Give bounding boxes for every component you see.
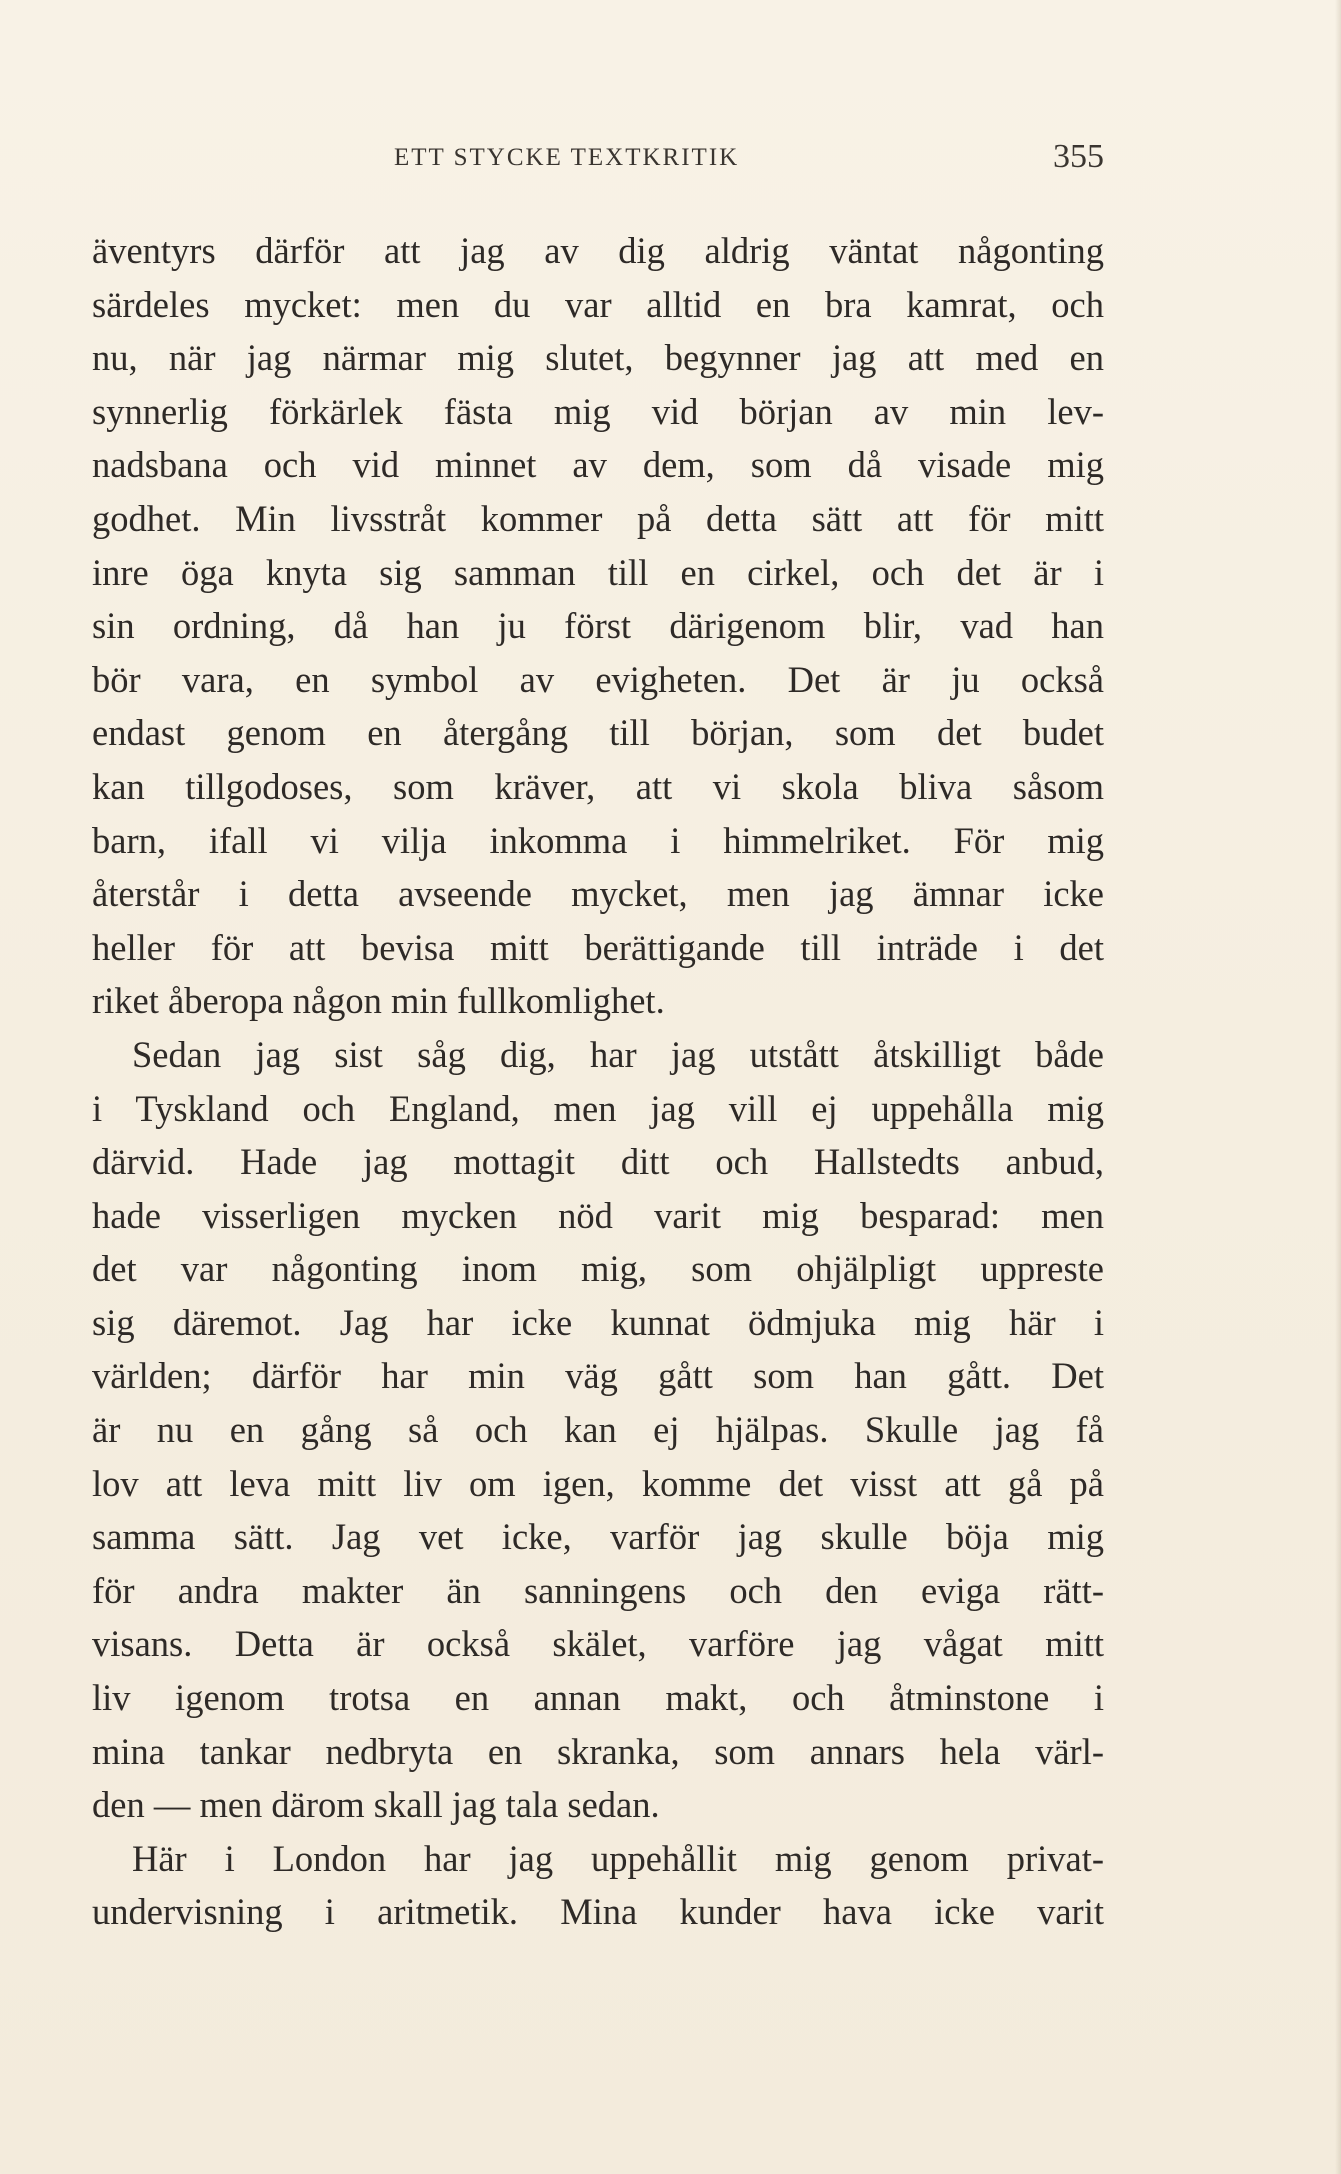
page-edge-shadow [1335,0,1341,2174]
text-line: därvid. Hade jag mottagit ditt och Hallstedts anbud, [92,1141,1104,1183]
text-line: lov att leva mitt liv om igen, komme det visst att gå på [92,1462,1104,1504]
text-line: äventyrs därför att jag av dig aldrig väntat någonting [92,230,1104,271]
text-line: sig däremot. Jag har icke kunnat ödmjuka mig här i [92,1301,1104,1343]
text-line: nadsbana och vid minnet av dem, som då visade mig [92,444,1104,486]
text-line-paragraph-start: Sedan jag sist såg dig, har jag utstått åtskilligt både [132,1033,1104,1075]
text-line-paragraph-end: den — men därom skall jag tala sedan. [92,1784,660,1826]
body-text [92,224,1104,1939]
text-line: sin ordning, då han ju först därigenom blir, vad han [92,605,1104,647]
page-number: 355 [1053,138,1104,175]
text-line: heller för att bevisa mitt berättigande till inträde i det [92,926,1104,968]
text-line: är nu en gång så och kan ej hjälpas. Skulle jag få [92,1409,1104,1451]
text-line: godhet. Min livsstråt kommer på detta sätt att för mitt [92,497,1104,539]
text-line-paragraph-end: riket åberopa någon min fullkomlighet. [92,980,665,1022]
text-line: samma sätt. Jag vet icke, varför jag skulle böja mig [92,1516,1104,1558]
text-line: nu, när jag närmar mig slutet, begynner jag att med en [92,337,1104,379]
text-line: världen; därför har min väg gått som han gått. Det [92,1355,1104,1397]
text-line: liv igenom trotsa en annan makt, och åtminstone i [92,1677,1104,1719]
page-header [92,138,1104,188]
text-line: barn, ifall vi vilja inkomma i himmelriket. För mig [92,819,1104,861]
text-line: för andra makter än sanningens och den eviga rätt- [92,1569,1104,1611]
text-line-paragraph-start: Här i London har jag uppehållit mig genom privat- [132,1837,1104,1879]
text-line: i Tyskland och England, men jag vill ej uppehålla mig [92,1087,1104,1129]
text-line: bör vara, en symbol av evigheten. Det är ju också [92,658,1104,700]
running-head: ETT STYCKE TEXTKRITIK [394,144,740,171]
text-line: särdeles mycket: men du var alltid en bra kamrat, och [92,283,1104,325]
text-line: visans. Detta är också skälet, varföre jag vågat mitt [92,1623,1104,1665]
text-line: återstår i detta avseende mycket, men jag ämnar icke [92,873,1104,915]
text-line: mina tankar nedbryta en skranka, som annars hela värl- [92,1730,1104,1772]
text-line: synnerlig förkärlek fästa mig vid början av min lev- [92,390,1104,432]
text-line: det var någonting inom mig, som ohjälpligt uppreste [92,1248,1104,1290]
text-line: endast genom en återgång till början, som det budet [92,712,1104,754]
text-line: undervisning i aritmetik. Mina kunder hava icke varit [92,1891,1104,1933]
text-line: kan tillgodoses, som kräver, att vi skola bliva såsom [92,765,1104,807]
text-line: hade visserligen mycken nöd varit mig besparad: men [92,1194,1104,1236]
text-line: inre öga knyta sig samman till en cirkel, och det är i [92,551,1104,593]
